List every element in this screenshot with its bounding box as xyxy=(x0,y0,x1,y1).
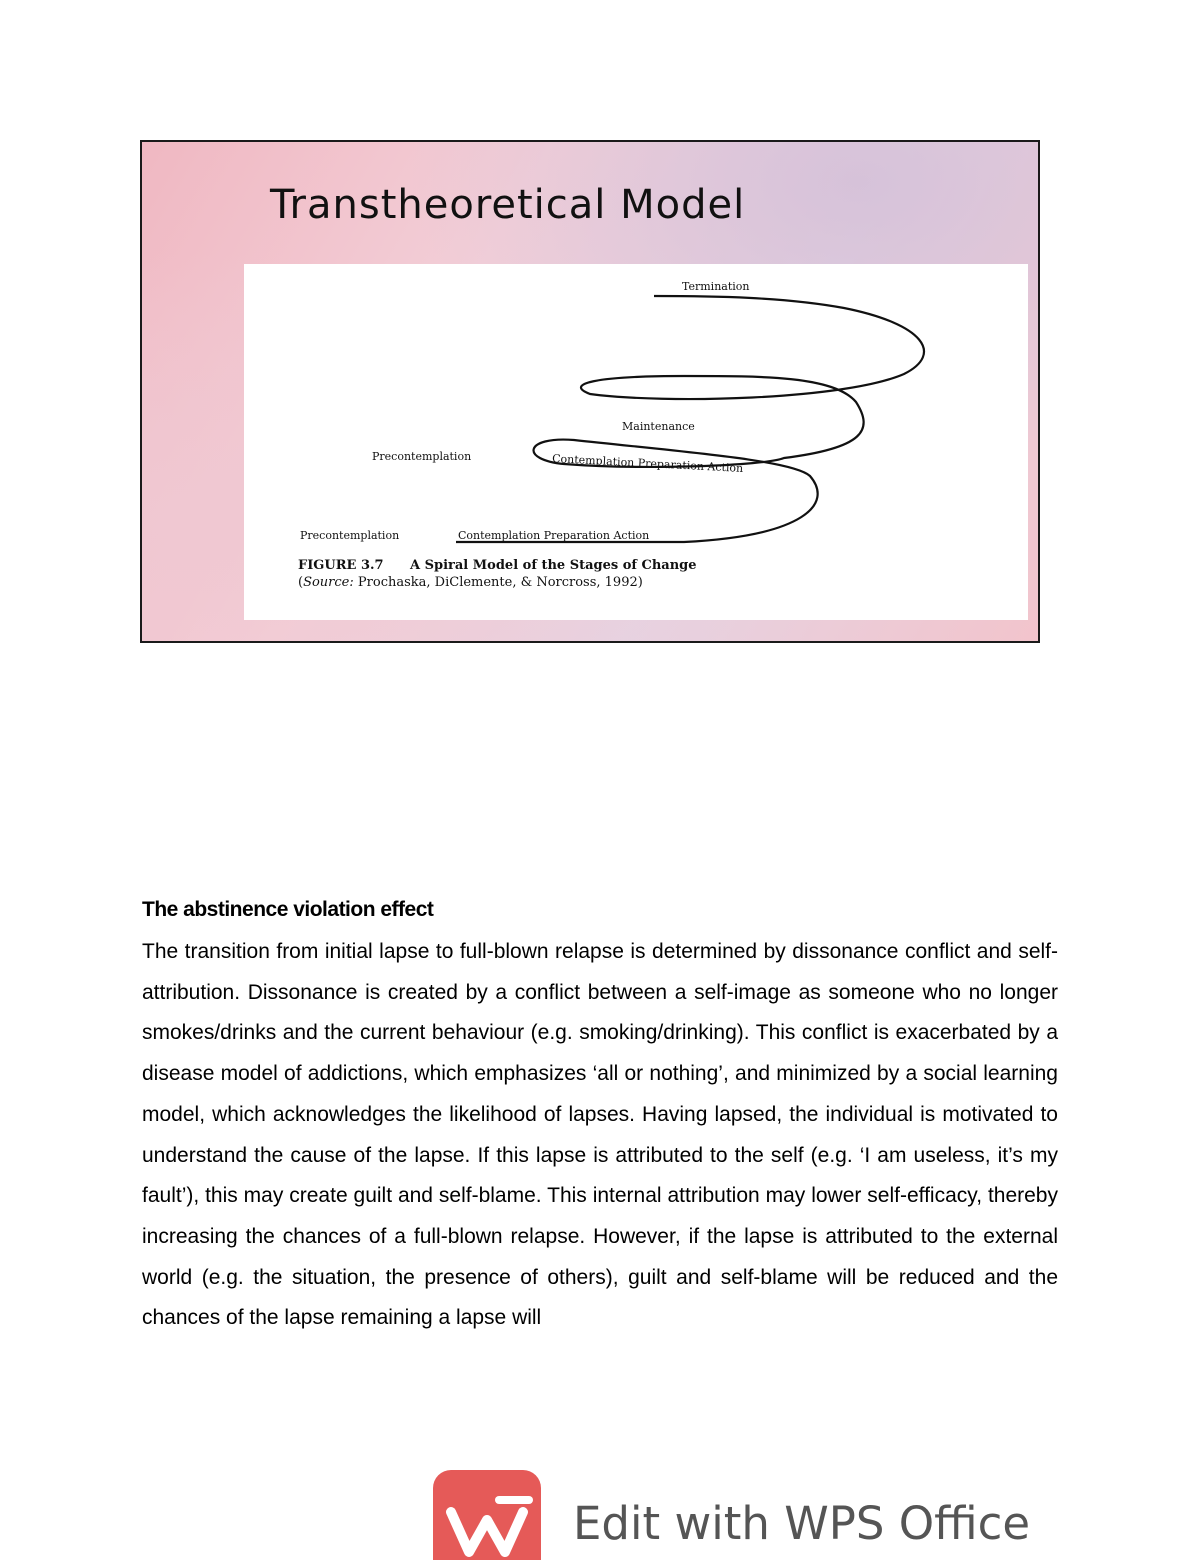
wps-logo-icon[interactable] xyxy=(433,1470,541,1560)
label-precontemplation-lower: Precontemplation xyxy=(300,529,400,542)
label-termination: Termination xyxy=(682,280,750,293)
spiral-path xyxy=(456,296,924,542)
figure-caption-title: A Spiral Model of the Stages of Change xyxy=(410,558,697,573)
figure-source: (Source: Prochaska, DiClemente, & Norcross, 1992) xyxy=(298,575,643,590)
slide-title: Transtheoretical Model xyxy=(270,182,746,228)
source-text: Prochaska, DiClemente, & Norcross, 1992) xyxy=(357,575,643,590)
figure-number: FIGURE 3.7 xyxy=(298,558,384,573)
wps-w-glyph xyxy=(433,1470,541,1560)
slide-image xyxy=(140,140,1040,643)
label-precontemplation-upper: Precontemplation xyxy=(372,450,472,463)
spiral-figure xyxy=(244,264,1028,620)
source-label: Source: xyxy=(303,575,354,590)
section-heading: The abstinence violation effect xyxy=(142,898,434,921)
label-cycle-upper: Contemplation Preparation Action xyxy=(551,452,744,476)
body-paragraph: The transition from initial lapse to full-blown relapse is determined by dissonance conflict and self-attribution. Dissonance is created by a conflict between a self-image as someone who no longer smokes/drinks and the current behaviour (e.g. smoking/drinking). This conflict is exacerbated by a disease model of addictions, which emphasizes ‘all or nothing’, and minimized by a social learning model, which acknowledges the likelihood of lapses. Having lapsed, the individual is motivated to understand the cause of the lapse. If this lapse is attributed to the self (e.g. ‘I am useless, it’s my fault’), this may create guilt and self-blame. This internal attribution may lower self-efficacy, thereby increasing the chances of a full-blown relapse. However, if the lapse is attributed to the external world (e.g. the situation, the presence of others), guilt and self-blame will be reduced and the chances of the lapse remaining a lapse will xyxy=(142,940,1058,1330)
spiral-diagram xyxy=(244,264,1028,620)
label-cycle-lower: Contemplation Preparation Action xyxy=(458,529,650,542)
label-maintenance: Maintenance xyxy=(622,420,695,433)
wps-watermark-text[interactable]: Edit with WPS Office xyxy=(573,1497,1031,1550)
